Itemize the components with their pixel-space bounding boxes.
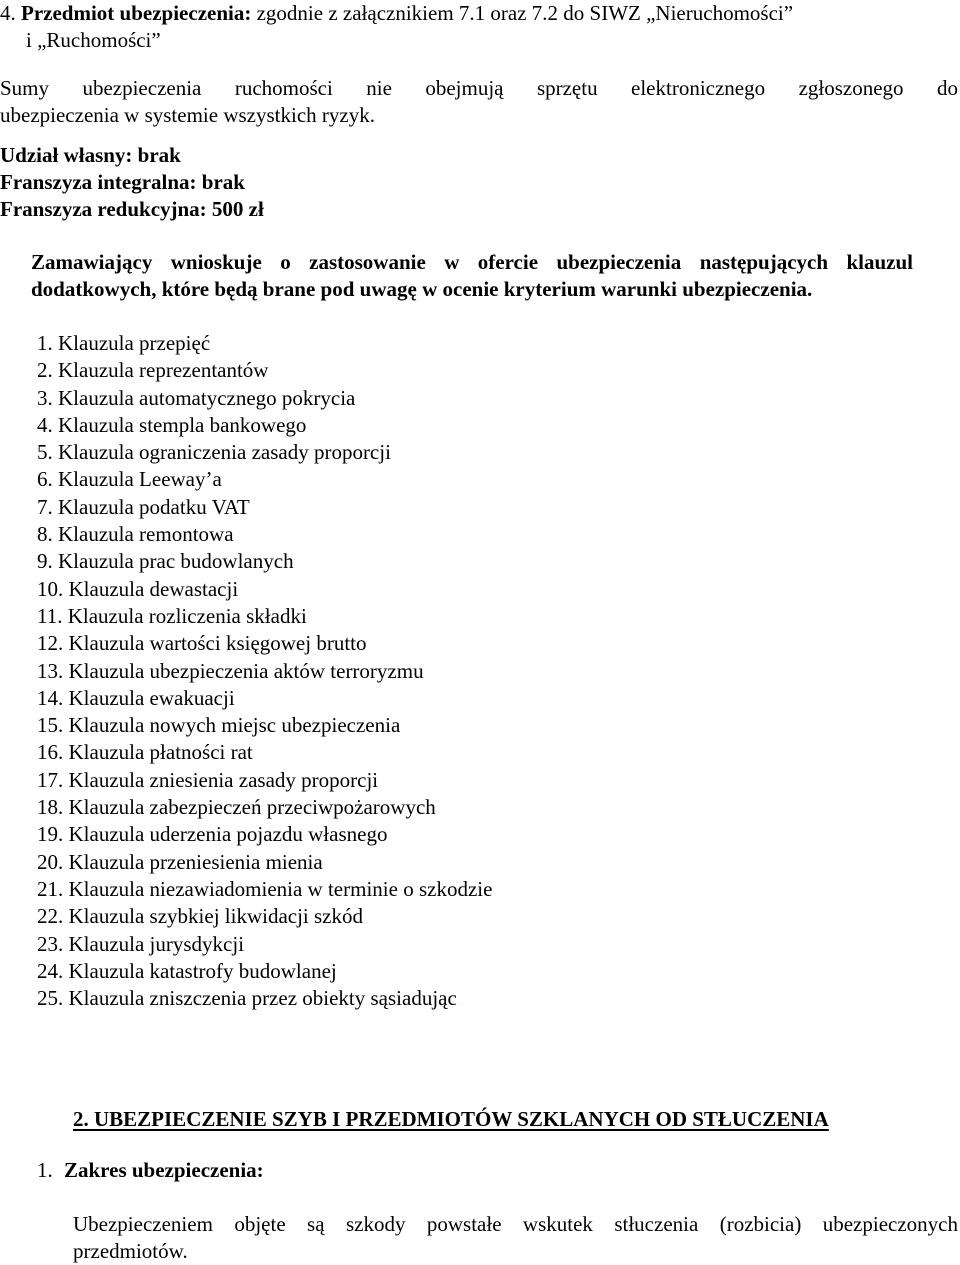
list-item <box>37 821 492 848</box>
clause-text: Klauzula zniesienia zasady proporcji <box>68 767 379 792</box>
clause-number: 13. <box>37 658 64 683</box>
list-item <box>37 712 492 739</box>
section-2-scope <box>37 1157 264 1184</box>
list-item <box>37 876 492 903</box>
clause-number: 12. <box>37 631 64 656</box>
clauses-list <box>37 330 492 1012</box>
section-4-label: Przedmiot ubezpieczenia: <box>21 1 252 25</box>
sums-note <box>0 75 958 129</box>
clause-number: 19. <box>37 822 64 847</box>
clause-number: 8. <box>37 522 53 547</box>
deductible-own-share: Udział własny: brak <box>0 143 181 167</box>
clause-number: 25. <box>37 986 64 1011</box>
deductible-integral-franchise: Franszyza integralna: brak <box>0 170 245 194</box>
list-item <box>37 931 492 958</box>
scope-number: 1. <box>37 1158 53 1182</box>
list-item <box>37 767 492 794</box>
section-4-line-1 <box>0 0 958 27</box>
scope-text-line-1: Ubezpieczeniem objęte są szkody powstałe wskutek stłuczenia (rozbicia) ubezpieczonych <box>73 1212 958 1236</box>
clause-text: Klauzula ewakuacji <box>68 685 235 710</box>
clause-number: 3. <box>37 385 53 410</box>
list-item <box>37 330 492 357</box>
clause-text: Klauzula uderzenia pojazdu własnego <box>68 822 388 847</box>
sums-note-line-1: Sumy ubezpieczenia ruchomości nie obejmują sprzętu elektronicznego zgłoszonego do <box>0 76 958 100</box>
scope-text-line-2: przedmiotów. <box>73 1239 188 1263</box>
clauses-intro <box>31 249 913 303</box>
clause-number: 10. <box>37 576 64 601</box>
clause-number: 4. <box>37 412 53 437</box>
clause-number: 14. <box>37 685 64 710</box>
section-4-number: 4. <box>0 1 16 25</box>
list-item <box>37 576 492 603</box>
list-item <box>37 739 492 766</box>
clause-text: Klauzula prac budowlanych <box>58 549 294 574</box>
clause-number: 15. <box>37 713 64 738</box>
clause-text: Klauzula remontowa <box>58 522 234 547</box>
list-item <box>37 630 492 657</box>
clause-number: 17. <box>37 767 64 792</box>
section-2-heading: 2. UBEZPIECZENIE SZYB I PRZEDMIOTÓW SZKLANYCH OD STŁUCZENIA <box>73 1107 829 1131</box>
clause-text: Klauzula niezawiadomienia w terminie o szkodzie <box>68 876 493 901</box>
list-item <box>37 385 492 412</box>
clause-number: 2. <box>37 358 53 383</box>
clause-text: Klauzula wartości księgowej brutto <box>68 631 367 656</box>
clause-number: 6. <box>37 467 53 492</box>
clause-text: Klauzula automatycznego pokrycia <box>58 385 356 410</box>
clause-text: Klauzula ograniczenia zasady proporcji <box>58 440 391 465</box>
list-item <box>37 958 492 985</box>
list-item <box>37 412 492 439</box>
list-item <box>37 849 492 876</box>
clause-text: Klauzula szybkiej likwidacji szkód <box>68 904 364 929</box>
clause-number: 18. <box>37 795 64 820</box>
clause-number: 5. <box>37 440 53 465</box>
clause-text: Klauzula reprezentantów <box>58 358 269 383</box>
clause-number: 22. <box>37 904 64 929</box>
clause-text: Klauzula zniszczenia przez obiekty sąsiadując <box>68 986 457 1011</box>
clause-text: Klauzula płatności rat <box>68 740 253 765</box>
list-item <box>37 357 492 384</box>
clause-number: 24. <box>37 958 64 983</box>
clause-number: 9. <box>37 549 53 574</box>
clause-text: Klauzula Leeway’a <box>58 467 222 492</box>
clause-text: Klauzula przeniesienia mienia <box>68 849 323 874</box>
clause-text: Klauzula stempla bankowego <box>58 412 307 437</box>
clause-number: 1. <box>37 331 53 355</box>
clause-text: Klauzula przepięć <box>58 331 211 355</box>
list-item <box>37 985 492 1012</box>
sums-note-line-2: ubezpieczenia w systemie wszystkich ryzyk. <box>0 103 375 127</box>
clause-number: 23. <box>37 931 64 956</box>
clause-number: 16. <box>37 740 64 765</box>
clause-number: 20. <box>37 849 64 874</box>
list-item <box>37 521 492 548</box>
list-item <box>37 494 492 521</box>
clauses-intro-line-1: Zamawiający wnioskuje o zastosowanie w ofercie ubezpieczenia następujących klauzul <box>31 250 913 274</box>
list-item <box>37 794 492 821</box>
list-item <box>37 466 492 493</box>
list-item <box>37 548 492 575</box>
clause-number: 11. <box>37 603 63 628</box>
clause-number: 21. <box>37 876 64 901</box>
clause-text: Klauzula ubezpieczenia aktów terroryzmu <box>68 658 424 683</box>
deductible-reducing-franchise: Franszyza redukcyjna: 500 zł <box>0 197 264 221</box>
section-4-subject <box>0 0 958 54</box>
clause-text: Klauzula podatku VAT <box>58 494 250 519</box>
clause-text: Klauzula katastrofy budowlanej <box>68 958 337 983</box>
clause-text: Klauzula zabezpieczeń przeciwpożarowych <box>68 795 436 820</box>
clause-text: Klauzula rozliczenia składki <box>67 603 307 628</box>
list-item <box>37 439 492 466</box>
scope-text <box>73 1211 958 1265</box>
clause-number: 7. <box>37 494 53 519</box>
list-item <box>37 603 492 630</box>
clause-text: Klauzula jurysdykcji <box>68 931 245 956</box>
clause-text: Klauzula nowych miejsc ubezpieczenia <box>68 713 401 738</box>
list-item <box>37 658 492 685</box>
section-4-text-2: i „Ruchomości” <box>26 28 161 52</box>
clauses-intro-line-2: dodatkowych, które będą brane pod uwagę w ocenie kryterium warunki ubezpieczenia. <box>31 277 813 301</box>
list-item <box>37 685 492 712</box>
list-item <box>37 903 492 930</box>
scope-label: Zakres ubezpieczenia: <box>64 1158 264 1182</box>
deductibles-list <box>0 142 264 223</box>
clause-text: Klauzula dewastacji <box>68 576 239 601</box>
section-4-text-1: zgodnie z załącznikiem 7.1 oraz 7.2 do SIWZ „Nieruchomości” <box>251 1 794 25</box>
